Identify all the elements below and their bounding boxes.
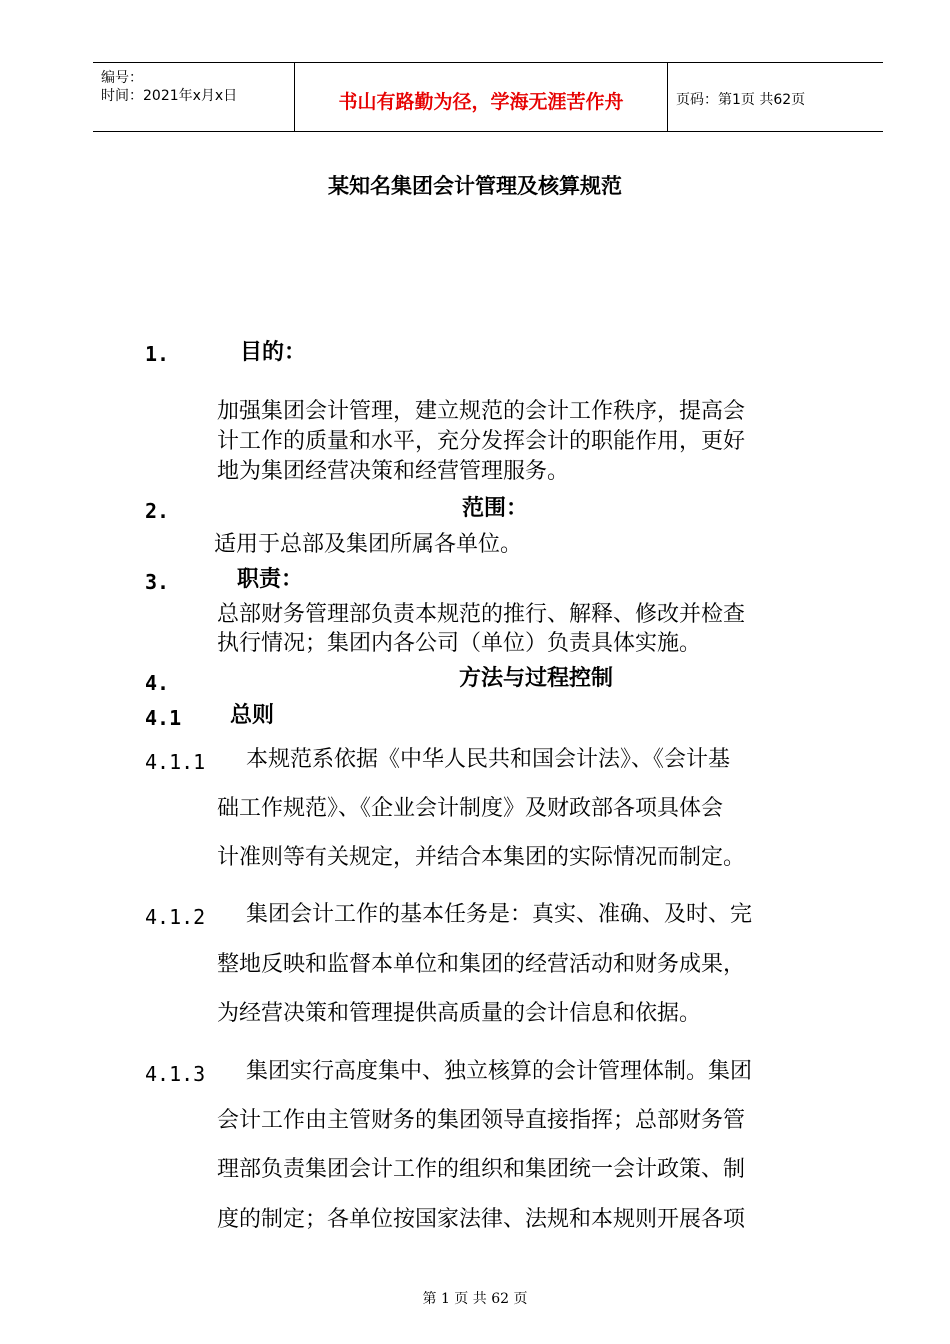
section-2-number: 2.: [145, 499, 170, 523]
header-middle-cell: [295, 63, 668, 131]
clause-line: 度的制定；各单位按国家法律、法规和本规则开展各项: [217, 1207, 746, 1232]
section-1-line: 地为集团经营决策和经营管理服务。: [217, 459, 570, 484]
clause-line: 本规范系依据《中华人民共和国会计法》、《会计基: [246, 747, 731, 772]
clause-line: 础工作规范》、《企业会计制度》及财政部各项具体会: [217, 796, 724, 821]
clause-line: 整地反映和监督本单位和集团的经营活动和财务成果，: [217, 952, 746, 977]
clause-4-1-1-number: 4.1.1: [145, 750, 206, 774]
clause-line: 为经营决策和管理提供高质量的会计信息和依据。: [217, 1001, 702, 1026]
page-footer: 第 1 页 共 62 页: [422, 1291, 528, 1307]
time-label: 时间：2021年x月x日: [101, 88, 238, 104]
section-2-heading: 范围：: [462, 496, 529, 521]
clause-4-1-2-number: 4.1.2: [145, 905, 206, 929]
clause-line: 计准则等有关规定，并结合本集团的实际情况而制定。: [217, 845, 746, 870]
section-3-number: 3.: [145, 570, 170, 594]
clause-line: 集团会计工作的基本任务是：真实、准确、及时、完: [246, 902, 753, 927]
section-4-1-heading: 总则: [230, 703, 275, 728]
section-1-heading: 目的：: [240, 340, 307, 365]
header-motto: 书山有路勤为径，学海无涯苦作舟: [338, 91, 624, 113]
section-3-heading: 职责：: [237, 567, 304, 592]
clause-4-1-3-number: 4.1.3: [145, 1062, 206, 1086]
header-right-cell: [668, 63, 883, 131]
section-1-number: 1.: [145, 342, 170, 366]
section-2-line: 适用于总部及集团所属各单位。: [214, 532, 523, 557]
section-4-heading: 方法与过程控制: [459, 666, 614, 691]
page-number-label: 页码：第1页 共62页: [676, 92, 806, 108]
section-1-line: 计工作的质量和水平，充分发挥会计的职能作用，更好: [217, 429, 746, 454]
document-title: 某知名集团会计管理及核算规范: [328, 174, 622, 198]
section-1-line: 加强集团会计管理，建立规范的会计工作秩序，提高会: [217, 399, 746, 424]
section-3-line: 执行情况；集团内各公司（单位）负责具体实施。: [217, 631, 702, 656]
section-4-number: 4.: [145, 671, 170, 695]
clause-line: 理部负责集团会计工作的组织和集团统一会计政策、制: [217, 1157, 746, 1182]
section-3-line: 总部财务管理部负责本规范的推行、解释、修改并检查: [217, 602, 746, 627]
code-label: 编号：: [101, 70, 143, 86]
clause-line: 集团实行高度集中、独立核算的会计管理体制。集团: [246, 1059, 753, 1084]
header-left-cell: [93, 63, 295, 131]
section-4-1-number: 4.1: [145, 706, 182, 730]
clause-line: 会计工作由主管财务的集团领导直接指挥；总部财务管: [217, 1108, 746, 1133]
page-header: [93, 62, 883, 132]
